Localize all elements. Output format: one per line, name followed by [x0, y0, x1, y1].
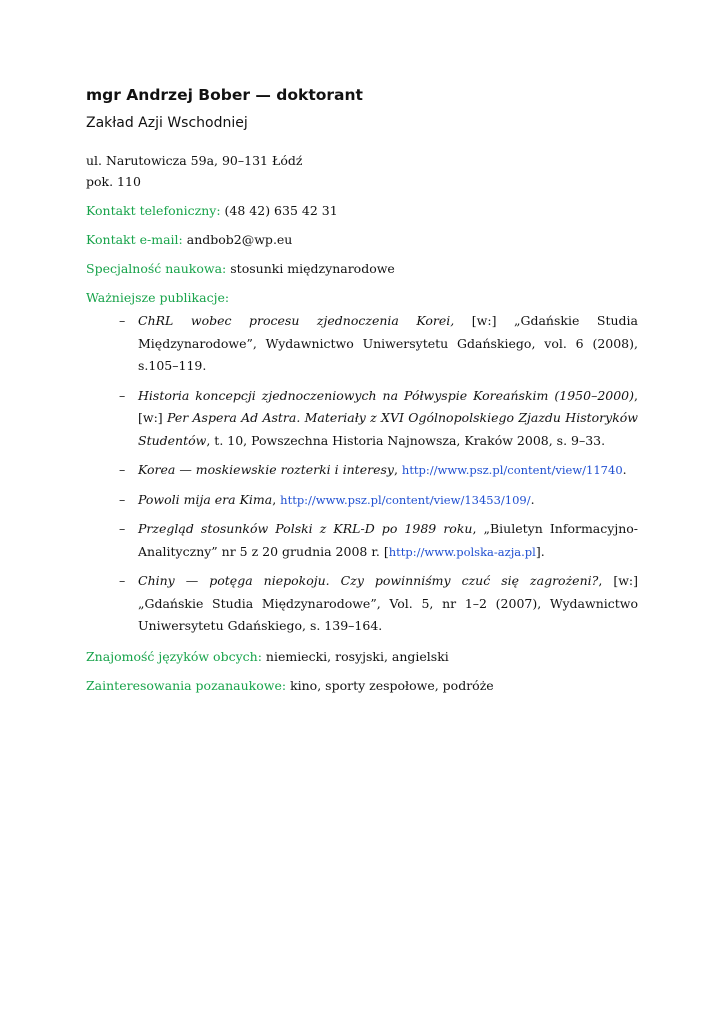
publication-source-title: Per Aspera Ad Astra. Materiały z XVI Ogólnopolskiego Zjazdu Historyków Studentów: [138, 410, 638, 448]
publication-after: .: [622, 462, 627, 477]
publications-list: [86, 310, 638, 638]
publication-title: Powoli mija era Kima: [138, 491, 273, 507]
profile-document: [86, 84, 638, 696]
address-block: [86, 150, 638, 192]
phone-value: (48 42) 635 42 31: [224, 203, 338, 218]
list-item: [86, 518, 638, 563]
languages-row: [86, 647, 638, 667]
specialty-label: Specjalność naukowa:: [86, 261, 227, 276]
publication-details: ,: [272, 491, 281, 507]
email-value[interactable]: andbob2@wp.eu: [186, 232, 293, 247]
list-item: [86, 459, 638, 482]
interests-row: [86, 676, 638, 696]
publication-details: ,: [393, 462, 402, 477]
publication-title: Korea — moskiewskie rozterki i interesy: [138, 462, 394, 477]
list-dash: –: [119, 387, 126, 403]
specialty-row: [86, 259, 638, 279]
person-name: mgr Andrzej Bober — doktorant: [86, 86, 363, 104]
street-address: ul. Narutowicza 59a, 90–131 Łódź: [86, 153, 303, 168]
list-item: [86, 310, 638, 378]
publication-after: .: [530, 491, 535, 507]
publication-link[interactable]: http://www.psz.pl/content/view/11740: [401, 463, 623, 477]
publication-link[interactable]: http://www.psz.pl/content/view/13453/109/: [280, 492, 531, 507]
list-item: [86, 385, 638, 453]
publication-after: ].: [535, 543, 545, 559]
publication-details: , „Biuletyn Informacyjno-Analityczny” nr 5 z 20 grudnia 2008 r. [: [138, 521, 638, 559]
publication-details-2: , t. 10, Powszechna Historia Najnowsza, Kraków 2008, s. 9–33.: [206, 432, 606, 448]
interests-label: Zainteresowania pozanaukowe:: [86, 677, 287, 693]
room-number: pok. 110: [86, 174, 141, 189]
specialty-value: stosunki międzynarodowe: [230, 261, 395, 276]
publication-details: , [w:]: [138, 387, 638, 425]
list-dash: –: [119, 462, 126, 477]
languages-label: Znajomość języków obcych:: [86, 648, 262, 664]
email-label: Kontakt e-mail:: [86, 232, 183, 247]
publication-title: Historia koncepcji zjednoczeniowych na Półwyspie Koreańskim (1950–2000): [138, 387, 635, 403]
list-dash: –: [119, 573, 126, 588]
publication-title: ChRL wobec procesu zjednoczenia Korei,: [138, 313, 455, 328]
publication-link[interactable]: http://www.polska-azja.pl: [388, 544, 536, 559]
list-item: [86, 489, 638, 512]
phone-row: [86, 201, 638, 221]
publication-details: [w:] „Gdańskie Studia Międzynarodowe”, Wydawnictwo Uniwersytetu Gdańskiego, vol. 6 (2008), s.105–119.: [138, 313, 638, 373]
publications-label: Ważniejsze publikacje:: [86, 290, 230, 305]
interests-value: kino, sporty zespołowe, podróże: [290, 677, 494, 693]
phone-label: Kontakt telefoniczny:: [86, 203, 221, 218]
list-dash: –: [119, 491, 126, 507]
email-row: [86, 230, 638, 250]
department-name: Zakład Azji Wschodniej: [86, 115, 248, 131]
list-dash: –: [119, 521, 126, 536]
languages-value: niemiecki, rosyjski, angielski: [265, 648, 449, 664]
publication-details: , [w:] „Gdańskie Studia Międzynarodowe”, Vol. 5, nr 1–2 (2007), Wydawnictwo Uniwersytetu Gdańskiego, s. 139–164.: [138, 573, 638, 633]
list-dash: –: [119, 313, 126, 328]
list-item: [86, 570, 638, 638]
publication-title: Chiny — potęga niepokoju. Czy powinniśmy czuć się zagrożeni?: [138, 573, 599, 588]
publication-title: Przegląd stosunków Polski z KRL-D po 1989 roku: [138, 521, 473, 536]
